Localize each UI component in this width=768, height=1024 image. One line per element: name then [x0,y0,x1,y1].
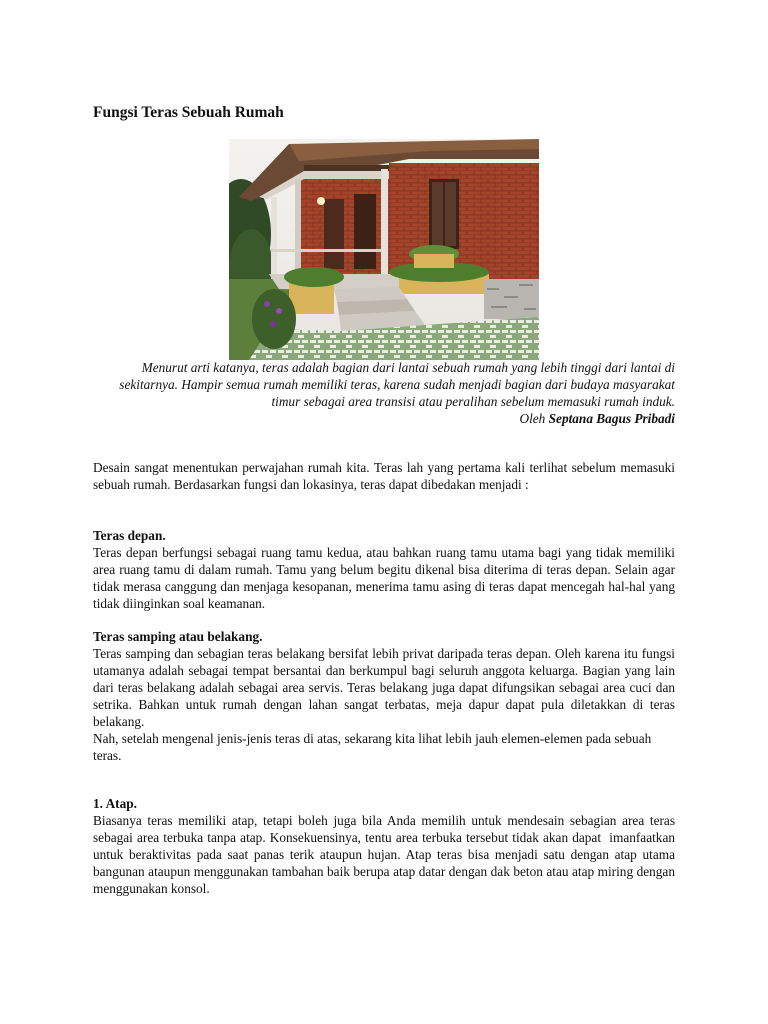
section-teras-depan [93,527,675,612]
section-heading: 1. Atap. [93,796,137,811]
section-text: Biasanya teras memiliki atap, tetapi boleh juga bila Anda memilih untuk mendesain sebagian area teras sebagai area terbuka tanpa atap. Konsekuensinya, tentu area terbuka tersebut tidak akan dapat imanfaatkan untuk beraktivitas pada saat panas terik ataupun hujan. Atap teras bisa menjadi satu dengan atap utama bangunan ataupun menggunakan tambahan baik berupa atap datar dengan dak beton atau atap miring dengan menggunakan konsol. [93,813,679,896]
quote-by-prefix: Oleh [519,411,549,426]
quote-attribution [93,410,675,427]
house-terrace-photo [229,139,539,360]
section-text-continued: Nah, setelah mengenal jenis-jenis teras di atas, sekarang kita lihat lebih jauh elemen-elemen pada sebuah [93,731,652,746]
quote-text: Menurut arti katanya, teras adalah bagian dari lantai sebuah rumah yang lebih tinggi dari lantai di sekitarnya. Hampir semua rumah memiliki teras, karena sudah menjadi bagian dari budaya masyarakat timur sebagai area transisi atau peralihan sebelum memasuki rumah induk. [119,360,675,409]
section-heading: Teras samping atau belakang. [93,629,263,644]
section-text-tail: teras. [93,748,122,763]
section-atap [93,795,679,897]
intro-text: Desain sangat menentukan perwajahan rumah kita. Teras lah yang pertama kali terlihat sebelum memasuki sebuah rumah. Berdasarkan fungsi dan lokasinya, teras dapat dibedakan menjadi : [93,460,675,492]
document-title: Fungsi Teras Sebuah Rumah [93,104,284,121]
section-teras-samping [93,628,675,764]
quote-block [93,359,675,427]
quote-author: Septana Bagus Pribadi [548,411,675,426]
section-text: Teras samping dan sebagian teras belakang bersifat lebih privat daripada teras depan. Oleh karena itu fungsi utamanya adalah sebagai tempat bersantai dan berkumpul bagi seluruh anggota keluarga. Bagian yang lain dari teras belakang adalah sebagai area servis. Teras belakang juga dapat difungsikan sebagai area cuci dan setrika. Bahkan untuk rumah dengan lahan sangat terbatas, meja dapur dapat pula diletakkan di teras belakang. [93,646,675,729]
section-text: Teras depan berfungsi sebagai ruang tamu kedua, atau bahkan ruang tamu utama bagi yang tidak memiliki area ruang tamu di dalam rumah. Tamu yang belum begitu dikenal bisa diterima di teras depan. Selain agar tidak merasa canggung dan menjaga kesopanan, menerima tamu asing di teras dapat mencegah hal-hal yang tidak diinginkan soal keamanan. [93,545,675,611]
intro-paragraph [93,459,675,493]
section-heading: Teras depan. [93,528,166,543]
